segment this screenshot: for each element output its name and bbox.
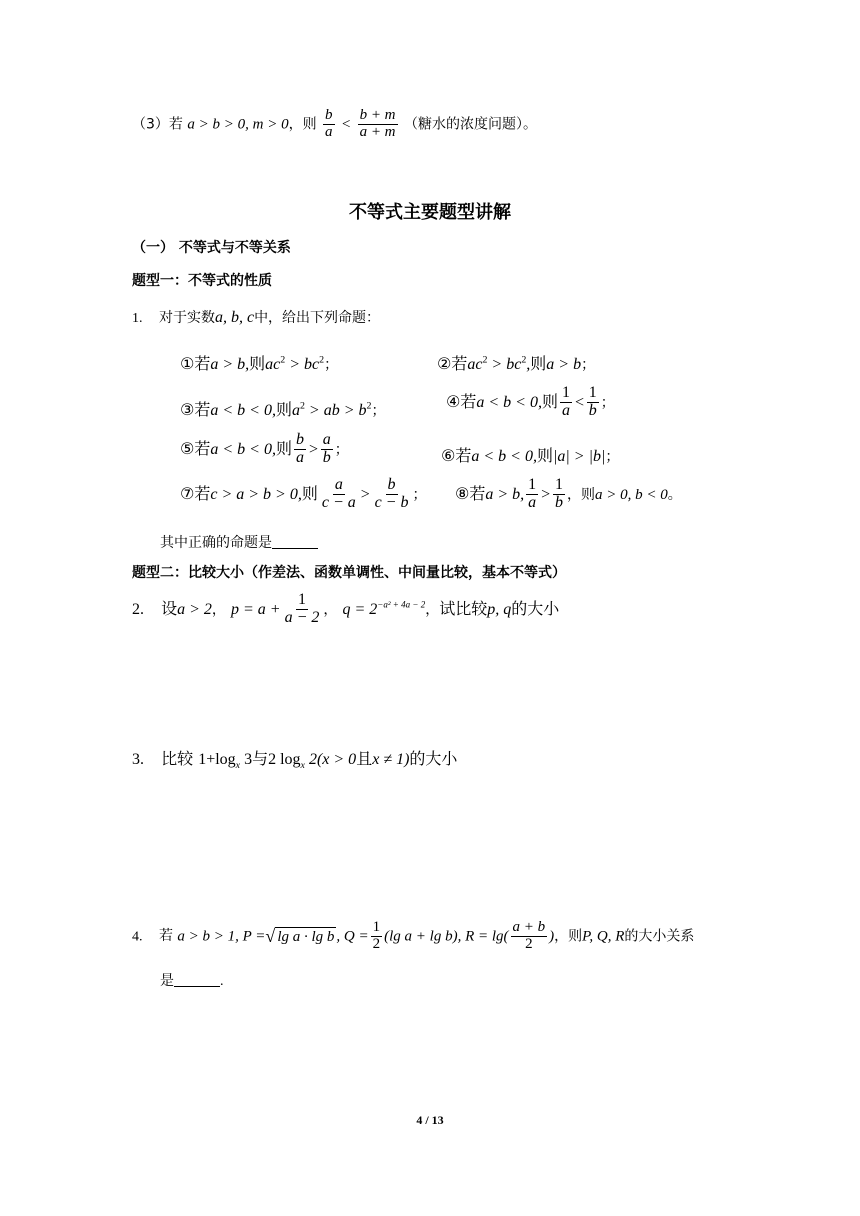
proposition-1-ze: 则 xyxy=(249,354,266,373)
proposition-5-numerator-b: a xyxy=(322,431,331,448)
intro-rhs-denominator: a + m xyxy=(359,123,396,140)
proposition-5-numerator-a: b xyxy=(295,431,304,448)
proposition-4-ruo: 若 xyxy=(460,391,477,411)
proposition-5-mark: ⑤ xyxy=(180,438,195,458)
proposition-7-denominator-a: c − a xyxy=(321,493,356,511)
question-2-tail-vars: p, q xyxy=(487,600,512,618)
proposition-6 xyxy=(441,443,619,466)
proposition-5-condition: a < b < 0, xyxy=(210,440,276,458)
proposition-4-condition: a < b < 0, xyxy=(476,393,542,411)
intro-condition: a > b > 0, m > 0 xyxy=(187,116,289,133)
question-3-expr2-sub: x xyxy=(300,760,305,772)
proposition-3-mark: ③ xyxy=(180,400,195,419)
proposition-1 xyxy=(180,351,338,374)
type1-heading: 题型一：不等式的性质 xyxy=(132,273,272,289)
question-2-comma-1: ， xyxy=(211,601,226,618)
intro-note: （糖水的浓度问题）。 xyxy=(403,116,537,133)
proposition-4-less-than: < xyxy=(573,393,585,411)
proposition-3-ze: 则 xyxy=(275,400,292,419)
proposition-8-comma: ， xyxy=(566,486,581,503)
proposition-8-mark: ⑧ xyxy=(455,483,470,503)
question-3-qie: 且 xyxy=(356,749,373,768)
question-4-answer-blank[interactable] xyxy=(174,972,220,987)
proposition-7-condition: c > a > b > 0, xyxy=(210,485,302,503)
proposition-8-numerator-a: 1 xyxy=(528,476,537,493)
proposition-5 xyxy=(180,432,349,467)
question-4-sqrt-body: lg a · lg b xyxy=(277,928,335,945)
proposition-2-condition-a: ac xyxy=(467,356,483,373)
question-4-r-fraction xyxy=(511,920,548,953)
question-4-q-tail: (lg a + lg b), R = lg( xyxy=(384,928,509,945)
proposition-4-denominator-b: b xyxy=(588,401,597,419)
proposition-8-ruo: 若 xyxy=(469,483,486,503)
proposition-8-conclusion: a > 0, b < 0 xyxy=(594,486,668,503)
proposition-2-mark: ② xyxy=(437,354,452,373)
proposition-7 xyxy=(180,477,426,512)
question-4-line-2 xyxy=(160,970,224,990)
proposition-2-ruo: 若 xyxy=(451,354,468,373)
proposition-3-conclusion-a: a xyxy=(291,402,300,419)
proposition-7-ruo: 若 xyxy=(194,483,211,503)
intro-if: 若 xyxy=(168,116,183,133)
question-1-vars: a, b, c xyxy=(214,309,255,326)
question-2-p-fraction xyxy=(283,592,322,627)
proposition-2 xyxy=(437,351,595,374)
proposition-8-numerator-b: 1 xyxy=(554,476,563,493)
proposition-3-end: ； xyxy=(371,403,386,419)
proposition-7-mark: ⑦ xyxy=(180,483,195,503)
proposition-5-greater-than: > xyxy=(307,440,319,458)
question-4-line2-a: 是 xyxy=(160,973,174,989)
proposition-5-ruo: 若 xyxy=(194,438,211,458)
proposition-1-end: ； xyxy=(324,357,339,373)
proposition-8-fraction-b xyxy=(553,477,565,512)
proposition-1-condition: a > b, xyxy=(210,356,250,373)
intro-then: 则 xyxy=(302,116,317,133)
intro-number: （3） xyxy=(132,116,169,133)
proposition-3-ruo: 若 xyxy=(194,400,211,419)
proposition-5-ze: 则 xyxy=(275,438,292,458)
proposition-3 xyxy=(180,397,385,420)
proposition-8-ze: 则 xyxy=(580,486,595,503)
question-4-ze: ，则 xyxy=(554,928,583,945)
question-1-text-a: 对于实数 xyxy=(158,310,215,326)
proposition-4-denominator-a: a xyxy=(561,401,570,419)
question-3-expr2-a: 2 log xyxy=(268,751,301,768)
proposition-7-fraction-b xyxy=(373,477,411,512)
proposition-8-fraction-a xyxy=(526,477,538,512)
question-2-p-lhs: p = a + xyxy=(231,600,281,618)
proposition-6-ze: 则 xyxy=(536,446,553,465)
section-title: 不等式主要题型讲解 xyxy=(349,202,511,223)
question-2-p-denominator: a − 2 xyxy=(284,608,320,626)
proposition-5-fraction-b xyxy=(321,432,333,467)
question-4-r-denominator: 2 xyxy=(525,935,533,952)
proposition-8-condition: a > b, xyxy=(485,485,525,503)
proposition-2-comma: , xyxy=(526,356,531,373)
proposition-1-mark: ① xyxy=(180,354,195,373)
intro-fraction-right xyxy=(358,108,398,141)
radical-sign-icon: √ xyxy=(265,925,276,946)
question-2-q-exponent: −a² + 4a − 2 xyxy=(377,599,426,610)
question-4-tail: 的大小关系 xyxy=(624,928,695,945)
proposition-4-fraction-b xyxy=(587,385,599,420)
proposition-4-ze: 则 xyxy=(541,391,558,411)
question-4 xyxy=(132,920,694,953)
question-1-answer-text: 其中正确的命题是 xyxy=(160,535,272,551)
proposition-8-denominator-a: a xyxy=(528,493,537,511)
question-3 xyxy=(132,746,457,771)
question-2-tail-a: 试比较 xyxy=(439,598,488,618)
proposition-5-denominator-a: a xyxy=(295,448,304,466)
question-2-she: 设 xyxy=(161,598,178,618)
proposition-7-fraction-a xyxy=(320,477,358,512)
proposition-4-mark: ④ xyxy=(446,391,461,411)
question-4-number: 4. xyxy=(132,929,143,945)
question-1-answer-prompt xyxy=(160,532,318,552)
proposition-3-sup-b: 2 xyxy=(366,400,372,412)
question-3-expr1-b: 3 xyxy=(240,751,253,768)
intro-lhs-denominator: a xyxy=(325,123,333,140)
question-4-q-fraction xyxy=(371,920,383,953)
proposition-2-ze: 则 xyxy=(530,354,547,373)
intro-comma: ， xyxy=(288,116,303,133)
proposition-3-condition: a < b < 0, xyxy=(210,402,276,419)
proposition-2-condition-b: > bc xyxy=(487,356,522,373)
proposition-4-fraction-a xyxy=(560,385,572,420)
type2-heading: 题型二：比较大小（作差法、函数单调性、中间量比较，基本不等式） xyxy=(132,565,566,581)
proposition-5-end: ； xyxy=(334,441,349,458)
proposition-7-greater-than: > xyxy=(359,485,371,503)
proposition-1-sup-a: 2 xyxy=(280,354,286,366)
question-2 xyxy=(132,592,559,627)
proposition-7-numerator-a: a xyxy=(334,476,343,493)
question-4-condition: a > b > 1, P = xyxy=(177,928,266,945)
question-4-q-denominator: 2 xyxy=(372,935,381,952)
proposition-2-sup-a: 2 xyxy=(482,354,488,366)
question-4-line2-b: . xyxy=(220,974,224,989)
question-3-expr2-b: 2(x > 0 xyxy=(304,751,357,768)
question-3-bijiao: 比较 xyxy=(161,749,194,768)
question-2-q-lhs: q = 2 xyxy=(342,600,378,618)
question-3-yu: 与 xyxy=(252,749,269,768)
question-3-tail: 的大小 xyxy=(409,749,458,768)
question-1-answer-blank[interactable] xyxy=(272,534,318,549)
question-2-condition: a > 2 xyxy=(177,600,212,618)
proposition-1-conclusion-b: > bc xyxy=(285,356,320,373)
question-1-stem xyxy=(132,307,380,327)
question-4-ruo: 若 xyxy=(158,928,173,945)
proposition-6-mark: ⑥ xyxy=(441,446,456,465)
intro-line xyxy=(132,108,537,141)
question-2-p-numerator: 1 xyxy=(297,591,306,608)
proposition-4-numerator-a: 1 xyxy=(561,384,570,401)
question-4-q-part: , Q = xyxy=(336,928,369,945)
question-1-text-b: 中，给出下列命题： xyxy=(254,310,381,326)
question-3-number: 3. xyxy=(132,751,144,768)
proposition-6-conclusion: |a| > |b| xyxy=(552,448,606,465)
proposition-4-end: ； xyxy=(600,394,615,411)
question-4-vars: P, Q, R xyxy=(582,928,625,945)
question-1-number: 1. xyxy=(132,311,143,326)
proposition-1-sup-b: 2 xyxy=(319,354,325,366)
proposition-8-denominator-b: b xyxy=(554,493,563,511)
proposition-2-end: ； xyxy=(581,357,596,373)
proposition-7-ze: 则 xyxy=(301,483,318,503)
question-4-r-close: ) xyxy=(549,928,555,945)
proposition-7-end: ； xyxy=(412,486,427,503)
intro-rhs-numerator: b + m xyxy=(359,107,396,123)
question-2-tail-b: 的大小 xyxy=(511,598,560,618)
page-number: 4 / 13 xyxy=(416,1113,444,1127)
proposition-1-conclusion-a: ac xyxy=(265,356,281,373)
intro-less-than: < xyxy=(340,116,352,133)
proposition-6-condition: a < b < 0, xyxy=(471,448,537,465)
question-2-comma-3: ， xyxy=(425,601,440,618)
question-4-q-numerator: 1 xyxy=(372,919,381,935)
question-3-expr1-sub: x xyxy=(235,760,241,772)
question-2-number: 2. xyxy=(132,600,144,618)
proposition-3-conclusion-b: > ab > b xyxy=(304,402,367,419)
proposition-3-sup-a: 2 xyxy=(299,400,305,412)
proposition-2-sup-b: 2 xyxy=(521,354,527,366)
question-3-expr2-c: x ≠ 1) xyxy=(372,751,410,768)
proposition-7-denominator-b: c − b xyxy=(374,493,409,511)
question-4-r-numerator: a + b xyxy=(512,919,546,935)
proposition-8-end: 。 xyxy=(667,486,682,503)
question-4-sqrt xyxy=(265,927,336,946)
intro-fraction-left xyxy=(323,108,335,141)
question-2-comma-2: ， xyxy=(323,601,338,618)
proposition-4-numerator-b: 1 xyxy=(588,384,597,401)
proposition-5-denominator-b: b xyxy=(322,448,331,466)
proposition-7-numerator-b: b xyxy=(387,476,396,493)
proposition-1-ruo: 若 xyxy=(194,354,211,373)
proposition-4 xyxy=(446,385,615,420)
proposition-2-conclusion: a > b xyxy=(546,356,582,373)
intro-lhs-numerator: b xyxy=(325,107,333,123)
proposition-8 xyxy=(455,477,682,512)
proposition-5-fraction-a xyxy=(294,432,306,467)
question-3-expr1-a: 1+log xyxy=(198,751,236,768)
proposition-6-ruo: 若 xyxy=(455,446,472,465)
proposition-6-end: ； xyxy=(605,449,620,465)
subsection-heading: （一） 不等式与不等关系 xyxy=(132,240,291,256)
proposition-8-greater-than: > xyxy=(540,485,551,503)
